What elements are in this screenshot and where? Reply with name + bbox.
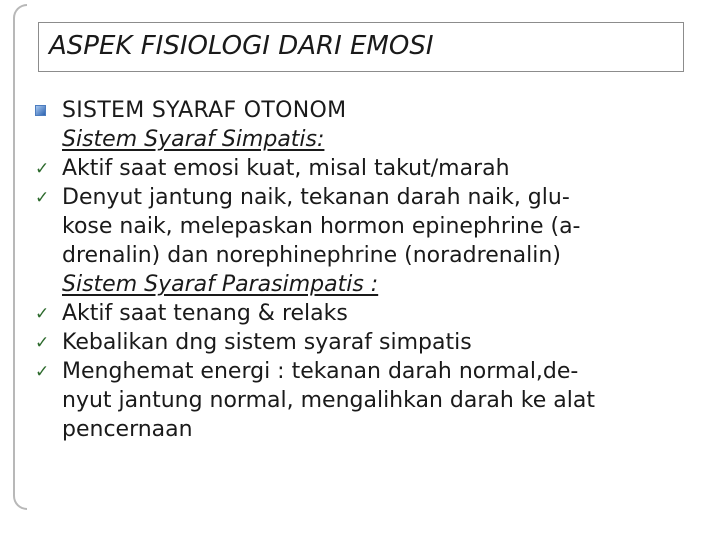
blue-square-bullet-icon (35, 105, 46, 116)
list-item (35, 328, 695, 357)
section-heading-parasimpatis-label: Sistem Syaraf Parasimpatis : (62, 272, 379, 297)
list-item-continuation (35, 415, 695, 444)
main-bullet-label: SISTEM SYARAF OTONOM (62, 98, 347, 123)
list-item (35, 357, 695, 386)
slide-content (35, 96, 695, 444)
checkmark-bullet-icon: ✓ (35, 304, 50, 324)
checkmark-bullet-icon: ✓ (35, 362, 50, 382)
section-heading-parasimpatis (35, 270, 695, 299)
list-item-text: Aktif saat emosi kuat, misal takut/marah (62, 156, 510, 181)
section-heading-simpatis (35, 125, 695, 154)
list-item-text: Menghemat energi : tekanan darah normal,de- (62, 359, 579, 384)
list-item-text: drenalin) dan norephinephrine (noradrenalin) (62, 243, 561, 268)
checkmark-bullet-icon: ✓ (35, 159, 50, 179)
checkmark-bullet-icon: ✓ (35, 188, 50, 208)
list-item-continuation (35, 386, 695, 415)
list-item-text: pencernaan (62, 417, 193, 442)
list-item (35, 154, 695, 183)
left-bracket-decoration (13, 4, 27, 510)
list-item (35, 299, 695, 328)
checkmark-bullet-icon: ✓ (35, 333, 50, 353)
list-item (35, 183, 695, 212)
list-item-text: nyut jantung normal, mengalihkan darah ke alat (62, 388, 595, 413)
list-item-text: Denyut jantung naik, tekanan darah naik, glu- (62, 185, 570, 210)
list-item-text: Aktif saat tenang & relaks (62, 301, 348, 326)
list-item-text: kose naik, melepaskan hormon epinephrine (a- (62, 214, 581, 239)
title-box (38, 22, 684, 72)
main-bullet-item (35, 96, 695, 125)
list-item-continuation (35, 241, 695, 270)
list-item-text: Kebalikan dng sistem syaraf simpatis (62, 330, 472, 355)
slide-title: ASPEK FISIOLOGI DARI EMOSI (49, 31, 434, 61)
section-heading-simpatis-label: Sistem Syaraf Simpatis: (62, 127, 325, 152)
list-item-continuation (35, 212, 695, 241)
